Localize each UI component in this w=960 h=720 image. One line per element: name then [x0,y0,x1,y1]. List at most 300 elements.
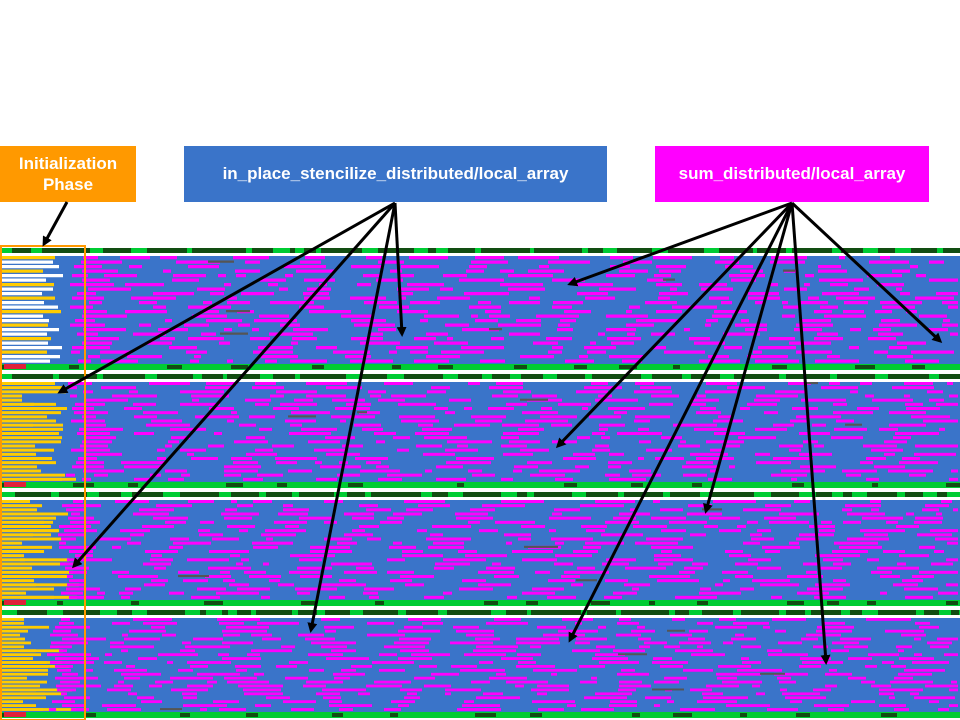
sum-segment [125,588,141,591]
idle-segment [663,279,675,281]
sum-segment [61,592,83,595]
sum-segment [509,440,540,443]
sum-segment [231,411,237,414]
sum-segment [831,649,849,652]
sum-segment [893,583,918,586]
sum-segment [462,704,500,707]
sum-segment [719,529,741,532]
sum-segment [551,424,572,427]
sum-segment [231,500,237,503]
sum-segment [755,301,765,304]
sum-segment [752,685,760,688]
comm-segment [700,492,709,497]
sum-segment [61,538,76,541]
sum-segment [547,596,576,599]
sum-segment [153,306,166,309]
sum-segment [747,403,777,406]
sum-segment [306,382,347,385]
sum-segment [577,292,608,295]
sum-segment [224,328,232,331]
sum-segment [553,301,583,304]
sum-segment [678,445,700,448]
sum-segment [129,630,166,633]
sum-segment [151,579,168,582]
sum-segment [791,478,797,481]
sum-segment [658,297,670,300]
sum-segment [151,626,165,629]
sum-segment [635,382,654,385]
sum-segment [703,696,748,699]
comm-segment [475,248,481,253]
sum-segment [661,529,686,532]
sum-segment [478,583,511,586]
sum-segment [168,440,179,443]
sum-segment [72,465,104,468]
comm-segment [414,248,428,253]
sum-segment [912,575,934,578]
init-bar [20,558,69,561]
sum-segment [169,346,197,349]
sum-segment [253,546,278,549]
sum-segment [577,567,595,570]
sum-segment [114,669,147,672]
sum-segment [351,319,386,322]
sum-segment [60,681,80,684]
sum-segment [706,440,744,443]
sum-segment [494,575,519,578]
sum-segment [618,689,636,692]
sum-segment [731,279,756,282]
sum-segment [729,554,751,557]
sum-segment [715,626,747,629]
sum-segment [75,319,95,322]
sum-segment [465,554,507,557]
sum-segment [359,525,379,528]
sum-segment [325,436,355,439]
sum-segment [424,315,459,318]
sum-segment [599,428,608,431]
sum-segment [892,386,934,389]
sum-segment [183,696,197,699]
sum-segment [57,689,76,692]
sum-segment [601,533,643,536]
sum-segment [606,558,636,561]
sum-segment [842,470,877,473]
sum-segment [606,328,636,331]
sum-segment [508,274,553,277]
sum-segment [222,630,267,633]
sum-segment [466,270,484,273]
sum-segment [645,696,671,699]
sum-segment [762,546,800,549]
sum-segment [290,424,302,427]
sum-segment [949,395,958,398]
sum-segment [780,689,787,692]
sum-segment [694,342,725,345]
sum-segment [81,261,122,264]
sum-segment [191,395,229,398]
sum-segment [506,681,548,684]
sum-segment [599,424,625,427]
sum-segment [453,626,479,629]
sum-segment [751,538,774,541]
sum-segment [160,337,175,340]
sum-segment [516,665,555,668]
sum-segment [571,583,583,586]
idle-segment [208,261,234,263]
sum-segment [120,256,150,259]
sum-segment [906,407,940,410]
sum-segment [83,310,107,313]
sum-segment [656,310,682,313]
sum-segment [765,550,780,553]
sum-segment [445,449,478,452]
comm-segment [97,374,103,379]
sum-segment [889,696,895,699]
init-bar [0,411,61,414]
sum-segment [245,399,271,402]
comm-segment [779,610,786,615]
sum-segment [401,420,439,423]
init-label-line1: Initialization [18,154,118,173]
sum-segment [216,592,259,595]
sum-segment [471,415,506,418]
init-bar [0,333,47,336]
sum-segment [323,696,341,699]
sum-segment [393,542,402,545]
sum-segment [890,681,933,684]
sum-segment [892,270,910,273]
sum-segment [280,403,317,406]
comm-segment [786,248,792,253]
sum-segment [67,575,73,578]
sum-segment [344,571,377,574]
sum-segment [658,563,673,566]
idle-segment [131,601,139,605]
idle-segment [524,546,558,548]
idle-segment [475,713,496,717]
sum-segment [518,538,531,541]
sum-segment [319,283,327,286]
sum-segment [772,618,806,621]
comm-segment [317,610,325,615]
sum-segment [404,626,423,629]
sum-segment [894,708,909,711]
sum-segment [67,583,86,586]
idle-segment [576,579,597,581]
sum-segment [911,415,950,418]
sum-segment [654,274,671,277]
sum-segment [723,333,760,336]
sum-segment [822,292,859,295]
sum-segment [154,567,166,570]
sum-segment [585,297,615,300]
sum-segment [802,661,843,664]
comm-segment [875,374,888,379]
sum-segment [58,533,86,536]
comm-segment [543,374,557,379]
sum-segment [52,700,75,703]
sum-segment [376,465,389,468]
sum-segment [157,449,165,452]
init-bar [20,424,63,427]
sum-segment [717,677,737,680]
init-bar [0,461,56,464]
sum-segment [208,445,224,448]
sum-segment [223,579,235,582]
sum-segment [107,689,131,692]
sum-segment [592,432,605,435]
sum-segment [104,274,137,277]
sum-segment [887,355,913,358]
sum-segment [105,653,112,656]
sum-segment [812,424,826,427]
sum-segment [79,428,123,431]
sum-segment [910,265,918,268]
comm-segment [47,610,63,615]
sum-segment [257,622,299,625]
sum-segment [914,638,921,641]
sum-segment [143,622,177,625]
sum-segment [882,306,915,309]
init-bar [20,513,68,516]
sum-segment [619,681,642,684]
sum-segment [896,645,912,648]
sum-segment [296,270,335,273]
sum-segment [341,315,373,318]
sum-segment [82,342,112,345]
idle-segment [226,483,243,487]
sum-segment [492,563,501,566]
comm-segment [585,374,592,379]
sum-segment [50,645,72,648]
sum-segment [715,261,739,264]
sum-segment [683,474,707,477]
sum-segment [737,669,782,672]
sum-segment [124,677,140,680]
sum-segment [384,645,425,648]
sum-segment [72,346,110,349]
sum-segment [733,622,769,625]
sum-segment [919,546,935,549]
sum-segment [656,283,682,286]
comm-segment [436,248,448,253]
comm-segment [387,374,404,379]
sum-segment [261,533,296,536]
init-bar [0,673,48,676]
init-bar [0,297,55,300]
sum-segment [814,310,832,313]
sum-segment [84,424,106,427]
sum-segment [644,642,667,645]
sum-segment [359,504,378,507]
sum-segment [378,478,402,481]
sum-segment [851,700,875,703]
sum-segment [652,661,688,664]
sum-segment [819,529,835,532]
sum-segment [591,677,597,680]
init-bar [0,342,48,345]
sum-segment [769,521,809,524]
sum-segment [896,525,919,528]
comm-segment [618,492,624,497]
sum-segment [847,513,885,516]
sum-segment [227,525,255,528]
init-bar [0,500,30,503]
sum-segment [310,546,350,549]
sum-segment [919,315,947,318]
sum-segment [929,279,958,282]
sum-segment [469,306,501,309]
sum-segment [331,563,372,566]
sum-segment [586,529,605,532]
sum-segment [622,360,642,363]
sum-segment [554,508,580,511]
sum-segment [133,618,172,621]
sum-segment [400,649,429,652]
sum-segment [146,342,172,345]
sum-segment [309,310,351,313]
sum-segment [107,708,141,711]
sum-segment [418,424,433,427]
sum-segment [789,449,801,452]
sum-segment [757,529,771,532]
sum-segment [304,297,330,300]
idle-segment [204,601,223,605]
sum-segment [832,642,859,645]
sum-segment [209,407,234,410]
sum-segment [246,453,277,456]
sum-segment [833,563,851,566]
sum-segment [238,685,283,688]
sum-segment [670,634,692,637]
init-bar [0,645,24,648]
sum-segment [929,399,944,402]
sum-segment [654,704,660,707]
sum-segment [796,538,819,541]
sum-segment [579,355,588,358]
sum-segment [165,445,172,448]
sum-segment [626,324,654,327]
sum-segment [476,696,520,699]
idle-segment [881,713,897,717]
sum-segment [799,533,834,536]
sum-segment [378,328,396,331]
sum-segment [528,270,564,273]
comm-segment [947,492,960,497]
idle-segment [220,333,248,335]
sum-segment [170,677,213,680]
sum-segment [738,436,776,439]
sum-segment [344,533,373,536]
sum-segment [740,588,754,591]
sum-segment [635,415,670,418]
sum-segment [640,386,671,389]
sum-segment [236,669,247,672]
sum-segment [141,700,162,703]
sum-segment [886,521,898,524]
comm-segment [121,492,132,497]
sum-segment [880,256,890,259]
sum-segment [101,360,138,363]
idle-segment [740,713,747,717]
sum-segment [888,470,933,473]
sum-segment [227,360,233,363]
sum-segment [518,428,544,431]
sum-segment [905,596,933,599]
sum-segment [471,681,490,684]
init-bar [0,669,48,672]
sum-segment [236,563,243,566]
comm-segment [720,374,734,379]
comm-segment [365,492,371,497]
idle-segment [618,653,647,655]
sum-segment [191,596,220,599]
sum-segment [627,333,635,336]
sum-segment [872,399,913,402]
sum-segment [723,579,730,582]
sum-segment [51,642,88,645]
sum-segment [393,436,410,439]
sum-segment [127,355,162,358]
comm-segment [0,492,15,497]
init-bar [0,328,59,331]
comm-segment [251,610,256,615]
sum-segment [537,626,566,629]
sum-segment [291,342,298,345]
sum-segment [634,420,650,423]
sum-segment [66,588,100,591]
sum-segment [784,288,807,291]
sum-segment [879,428,898,431]
sum-segment [881,319,900,322]
sum-segment [609,704,637,707]
sum-segment [898,673,932,676]
sum-segment [69,550,93,553]
idle-segment [73,483,94,487]
sum-segment [351,665,372,668]
idle-segment [649,601,655,605]
sum-segment [824,622,845,625]
sum-segment [552,306,572,309]
sum-segment [617,432,662,435]
sum-segment [435,563,470,566]
sum-segment [771,474,807,477]
sum-segment [259,315,289,318]
sum-segment [75,554,93,557]
sum-segment [702,692,723,695]
sum-segment [266,538,273,541]
comm-segment [482,374,492,379]
sum-segment [584,386,622,389]
sum-segment [378,261,404,264]
sum-segment [525,420,568,423]
sum-segment [941,500,952,503]
sum-segment [755,453,770,456]
sum-segment [464,292,509,295]
sum-segment [595,692,632,695]
sum-segment [128,692,137,695]
sum-segment [904,395,910,398]
sum-segment [653,657,672,660]
sum-segment [110,645,154,648]
idle-segment [652,689,684,691]
sum-segment [824,315,866,318]
sum-segment [814,445,824,448]
sum-segment [605,521,639,524]
sum-segment [836,297,875,300]
sum-segment [194,355,201,358]
